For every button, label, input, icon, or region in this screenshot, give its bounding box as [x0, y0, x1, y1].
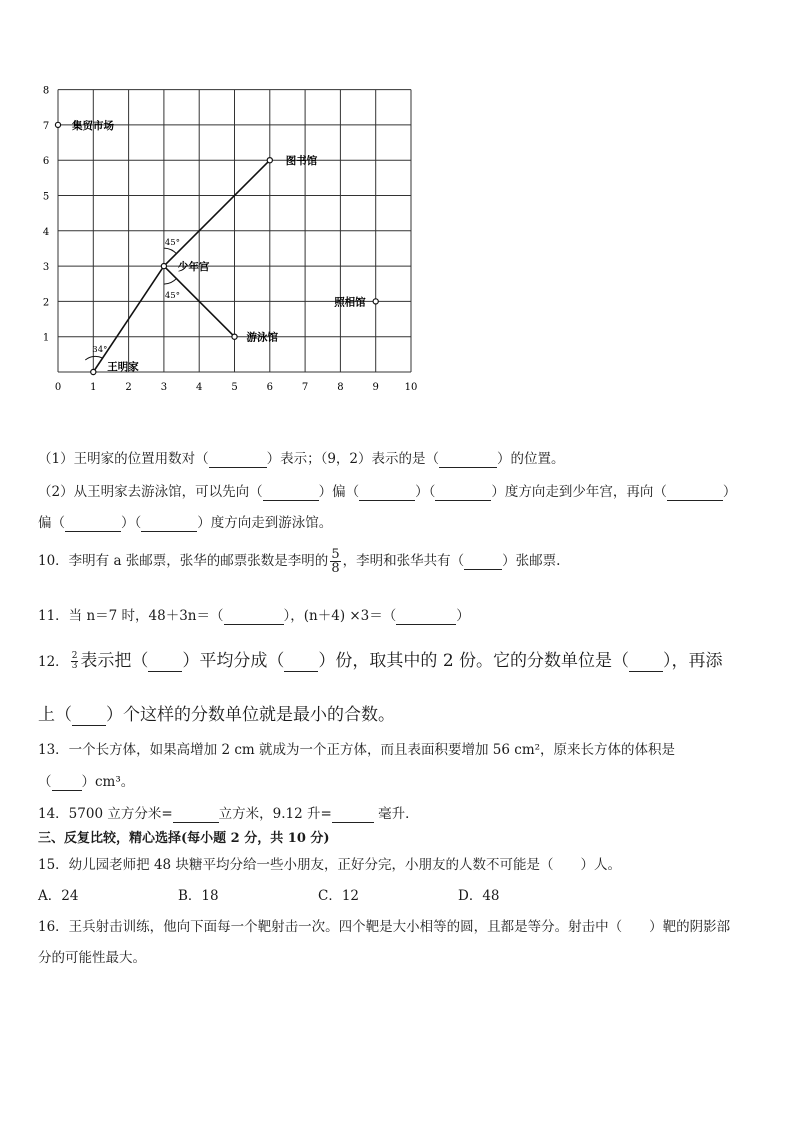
y-tick-label: 3	[42, 262, 50, 274]
place-label: 少年宫	[177, 261, 210, 274]
angle-label-home: 34°	[92, 345, 108, 355]
section-heading: 三、反复比较，精心选择(每小题 2 分，共 10 分)	[38, 831, 330, 846]
y-tick-label: 1	[42, 332, 50, 344]
x-tick-label: 0	[54, 382, 62, 393]
place-marker	[55, 122, 60, 127]
q12-line1: 12． $\frac{2}{3}$ 表示把（ ）平均分成（ ）份，取其中的 2 份。它的分数单位是（ ），再添	[38, 651, 723, 671]
q14: 14．5700 立方分米= 立方米，9.12 升= 毫升．	[38, 806, 419, 822]
x-tick-label: 10	[404, 382, 418, 393]
answer-blank[interactable]	[435, 484, 491, 501]
place-marker	[161, 264, 166, 269]
y-tick-label: 2	[42, 297, 50, 309]
x-tick-label: 6	[266, 382, 273, 393]
fraction-five-eighths: $\frac{5}{8}$	[331, 547, 340, 576]
answer-blank[interactable]	[359, 484, 415, 501]
place-label: 集贸市场	[72, 119, 114, 132]
angle-arc-home	[85, 356, 102, 360]
grid-lines	[58, 90, 411, 372]
place-marker	[232, 334, 237, 339]
y-tick-label: 8	[42, 85, 50, 97]
option-a[interactable]: A．24	[38, 888, 79, 904]
x-tick-label: 4	[196, 382, 203, 393]
place-label: 照相馆	[334, 296, 366, 309]
x-tick-label: 5	[231, 382, 238, 393]
option-b[interactable]: B．18	[178, 888, 219, 904]
answer-blank[interactable]	[332, 806, 374, 823]
answer-blank[interactable]	[173, 806, 219, 823]
angle-arc-lower	[164, 278, 177, 284]
q9-part1: （1）王明家的位置用数对（ ）表示；（9，2）表示的是（ ）的位置。	[38, 451, 565, 467]
place-label: 图书馆	[285, 155, 318, 168]
y-tick-label: 6	[42, 156, 50, 168]
q12-line2: 上（ ）个这样的分数单位就是最小的合数。	[38, 705, 395, 725]
q15: 15．幼儿园老师把 48 块糖平均分给一些小朋友，正好分完，小朋友的人数不可能是（ ）人。	[38, 857, 621, 873]
answer-blank[interactable]	[141, 515, 197, 532]
x-tick-label: 1	[90, 382, 97, 393]
option-c[interactable]: C．12	[318, 888, 360, 904]
y-tick-label: 4	[42, 226, 50, 238]
q13-line1: 13．一个长方体，如果高增加 2 cm 就成为一个正方体，而且表面积要增加 56 cm²，原来长方体的体积是	[38, 742, 676, 758]
place-marker	[91, 369, 96, 374]
angle-marks	[85, 238, 180, 360]
answer-blank[interactable]	[224, 608, 284, 625]
fraction-two-thirds: $\frac{2}{3}$	[71, 651, 78, 671]
answer-blank[interactable]	[667, 484, 723, 501]
answer-blank[interactable]	[209, 451, 267, 468]
q16-line2: 分的可能性最大。	[38, 950, 146, 966]
answer-blank[interactable]	[65, 515, 121, 532]
answer-blank[interactable]	[629, 651, 663, 672]
angle-arc-upper	[164, 248, 177, 254]
q10: 10．李明有 a 张邮票，张华的邮票张数是李明的 $\frac{5}{8}$ ，李明和张华共有（ ）张邮票.	[38, 547, 561, 576]
answer-blank[interactable]	[72, 705, 106, 726]
angle-label-lower: 45°	[164, 291, 180, 302]
answer-blank[interactable]	[148, 651, 182, 672]
answer-blank[interactable]	[284, 651, 318, 672]
answer-blank[interactable]	[464, 553, 502, 570]
answer-blank[interactable]	[263, 484, 319, 501]
x-tick-label: 9	[372, 382, 379, 393]
q13-line2: （ ）cm³。	[38, 774, 135, 790]
q16-line1: 16．王兵射击训练，他向下面每一个靶射击一次。四个靶是大小相等的圆，且都是等分。射击中（ ）靶的阴影部	[38, 919, 731, 935]
place-marker	[373, 299, 378, 304]
coordinate-grid-figure	[34, 80, 434, 400]
x-tick-label: 3	[160, 382, 168, 393]
y-tick-label: 5	[42, 191, 50, 203]
x-tick-label: 8	[337, 382, 344, 393]
route-youth-palace-to-library	[164, 160, 270, 266]
place-label: 游泳馆	[246, 331, 278, 344]
answer-blank[interactable]	[439, 451, 497, 468]
answer-blank[interactable]	[52, 774, 82, 791]
x-tick-label: 2	[125, 382, 132, 393]
answer-blank[interactable]	[396, 608, 456, 625]
place-marker	[267, 158, 272, 163]
place-label: 王明家	[107, 361, 139, 373]
q11: 11．当 n＝7 时，48＋3n＝（ ），(n＋4) ×3＝（ ）	[38, 608, 470, 624]
q15-options	[38, 884, 598, 904]
q9-part3: 偏（ ）（ ）度方向走到游泳馆。	[38, 515, 333, 531]
y-tick-label: 7	[42, 120, 50, 132]
option-d[interactable]: D．48	[458, 888, 500, 904]
q9-part2: （2）从王明家去游泳馆，可以先向（ ）偏（ ）（ ）度方向走到少年宫，再向（ ）	[38, 484, 737, 500]
x-tick-label: 7	[301, 382, 309, 393]
angle-label-upper: 45°	[164, 238, 180, 249]
